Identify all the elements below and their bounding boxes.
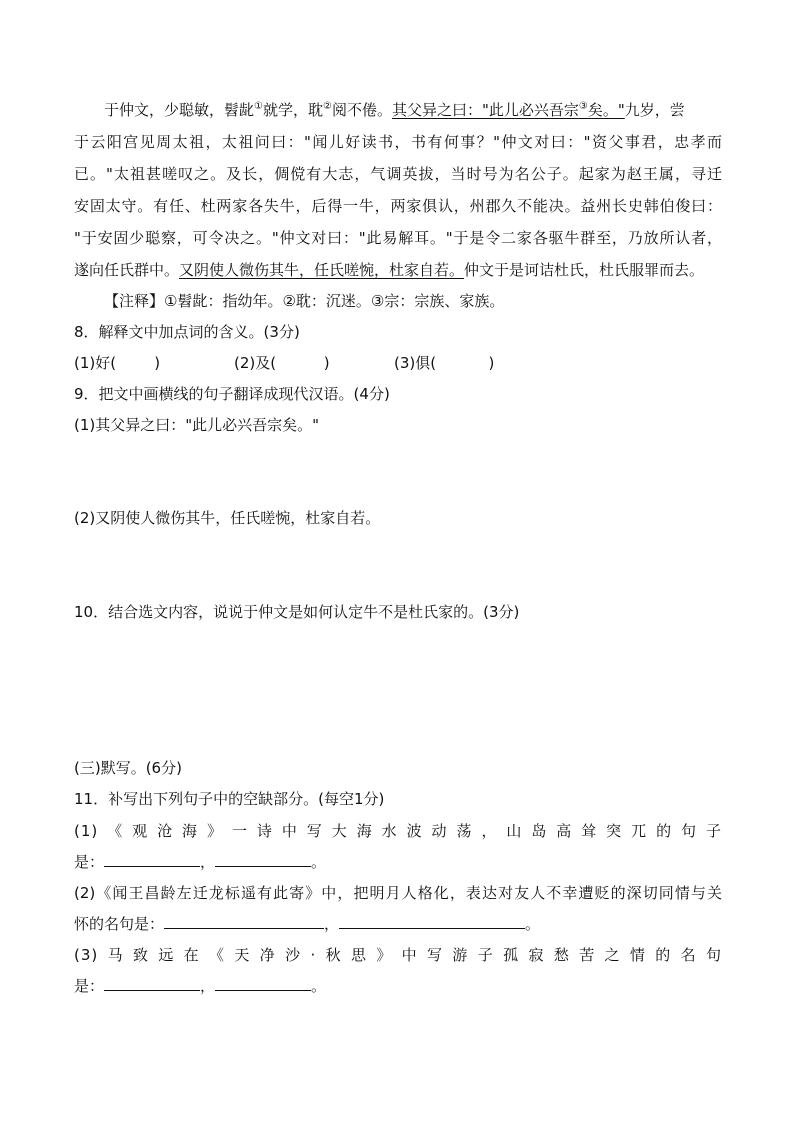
question-11-title: 11．补写出下列句子中的空缺部分。(每空1分)	[74, 790, 385, 808]
passage-text: 仲文于是诃诘杜氏，杜氏服罪而去。	[464, 261, 705, 279]
passage-line-3: 已。"太祖甚嗟叹之。及长，倜傥有大志，气调英拔，当时号为名公子。起家为赵王属，寻迁	[74, 165, 722, 183]
passage-text: 遂向任氏群中。	[74, 261, 180, 279]
answer-blank[interactable]	[215, 852, 311, 867]
answer-blank[interactable]	[339, 914, 525, 929]
answer-blank[interactable]	[215, 976, 311, 991]
passage-line-6	[74, 260, 722, 280]
q8-item-3: (3)俱( )	[394, 354, 495, 372]
period: 。	[311, 977, 327, 995]
passage-line-4: 安固太守。有任、杜两家各失牛，后得一牛，两家俱认，州郡久不能决。益州长史韩伯俊曰：	[74, 197, 722, 215]
question-8-title: 8．解释文中加点词的含义。(3分)	[74, 323, 300, 341]
footnote-marker: ①	[254, 101, 263, 112]
underlined-sentence-1: 其父异之曰："此儿必兴吾宗③矣。"	[391, 101, 625, 119]
passage-text: 于仲文，少聪敏，髫龀	[104, 101, 255, 119]
q11-item-2-answer	[74, 914, 722, 934]
q11-item-3-answer	[74, 976, 722, 996]
q11-item-1-answer	[74, 852, 722, 872]
annotation-note: 【注释】①髫龀：指幼年。②耽：沉迷。③宗：宗族、家族。	[104, 292, 505, 310]
question-10-title: 10．结合选文内容，说说于仲文是如何认定牛不是杜氏家的。(3分)	[74, 603, 520, 621]
q11-item-2-prompt: (2)《闻王昌龄左迁龙标遥有此寄》中，把明月人格化，表达对友人不幸遭贬的深切同情与关	[74, 884, 722, 902]
passage-line-1	[104, 100, 722, 120]
period: 。	[311, 853, 327, 871]
comma: ，	[324, 915, 340, 933]
answer-blank[interactable]	[164, 914, 324, 929]
answer-blank[interactable]	[104, 976, 200, 991]
footnote-marker: ③	[578, 101, 588, 112]
q11-item-3-prompt: (3)马致远在《天净沙·秋思》中写游子孤寂愁苦之情的名句	[74, 946, 722, 964]
answer-blank[interactable]	[104, 852, 200, 867]
question-8-items	[74, 353, 722, 373]
comma: ，	[200, 977, 216, 995]
q9-sentence-1: (1)其父异之曰："此儿必兴吾宗矣。"	[74, 416, 320, 434]
section-3-title: (三)默写。(6分)	[74, 759, 182, 777]
answer-prefix: 是：	[74, 853, 105, 871]
question-9-title: 9．把文中画横线的句子翻译成现代汉语。(4分)	[74, 385, 390, 403]
passage-text: 阅不倦。	[331, 101, 392, 119]
passage-text: 九岁，尝	[624, 101, 685, 119]
q8-item-2: (2)及( )	[234, 354, 330, 372]
passage-line-5: "于安固少聪察，可令决之。"仲文对曰："此易解耳。"于是令二家各驱牛群至，乃放所认者，	[74, 229, 722, 247]
underlined-sentence-2: 又阴使人微伤其牛，任氏嗟惋，杜家自若。	[179, 261, 465, 279]
passage-text: 就学，耽	[262, 101, 323, 119]
answer-prefix: 怀的名句是：	[74, 915, 165, 933]
comma: ，	[200, 853, 216, 871]
q8-item-1: (1)好( )	[74, 354, 161, 372]
passage-line-2: 于云阳宫见周太祖，太祖问曰："闻儿好读书，书有何事？"仲文对曰："资父事君，忠孝而	[74, 133, 722, 151]
answer-prefix: 是：	[74, 977, 105, 995]
q11-item-1-prompt: (1)《观沧海》一诗中写大海水波动荡，山岛高耸突兀的句子	[74, 822, 722, 840]
footnote-marker: ②	[323, 101, 332, 112]
q9-sentence-2: (2)又阴使人微伤其牛，任氏嗟惋，杜家自若。	[74, 509, 381, 527]
period: 。	[525, 915, 541, 933]
